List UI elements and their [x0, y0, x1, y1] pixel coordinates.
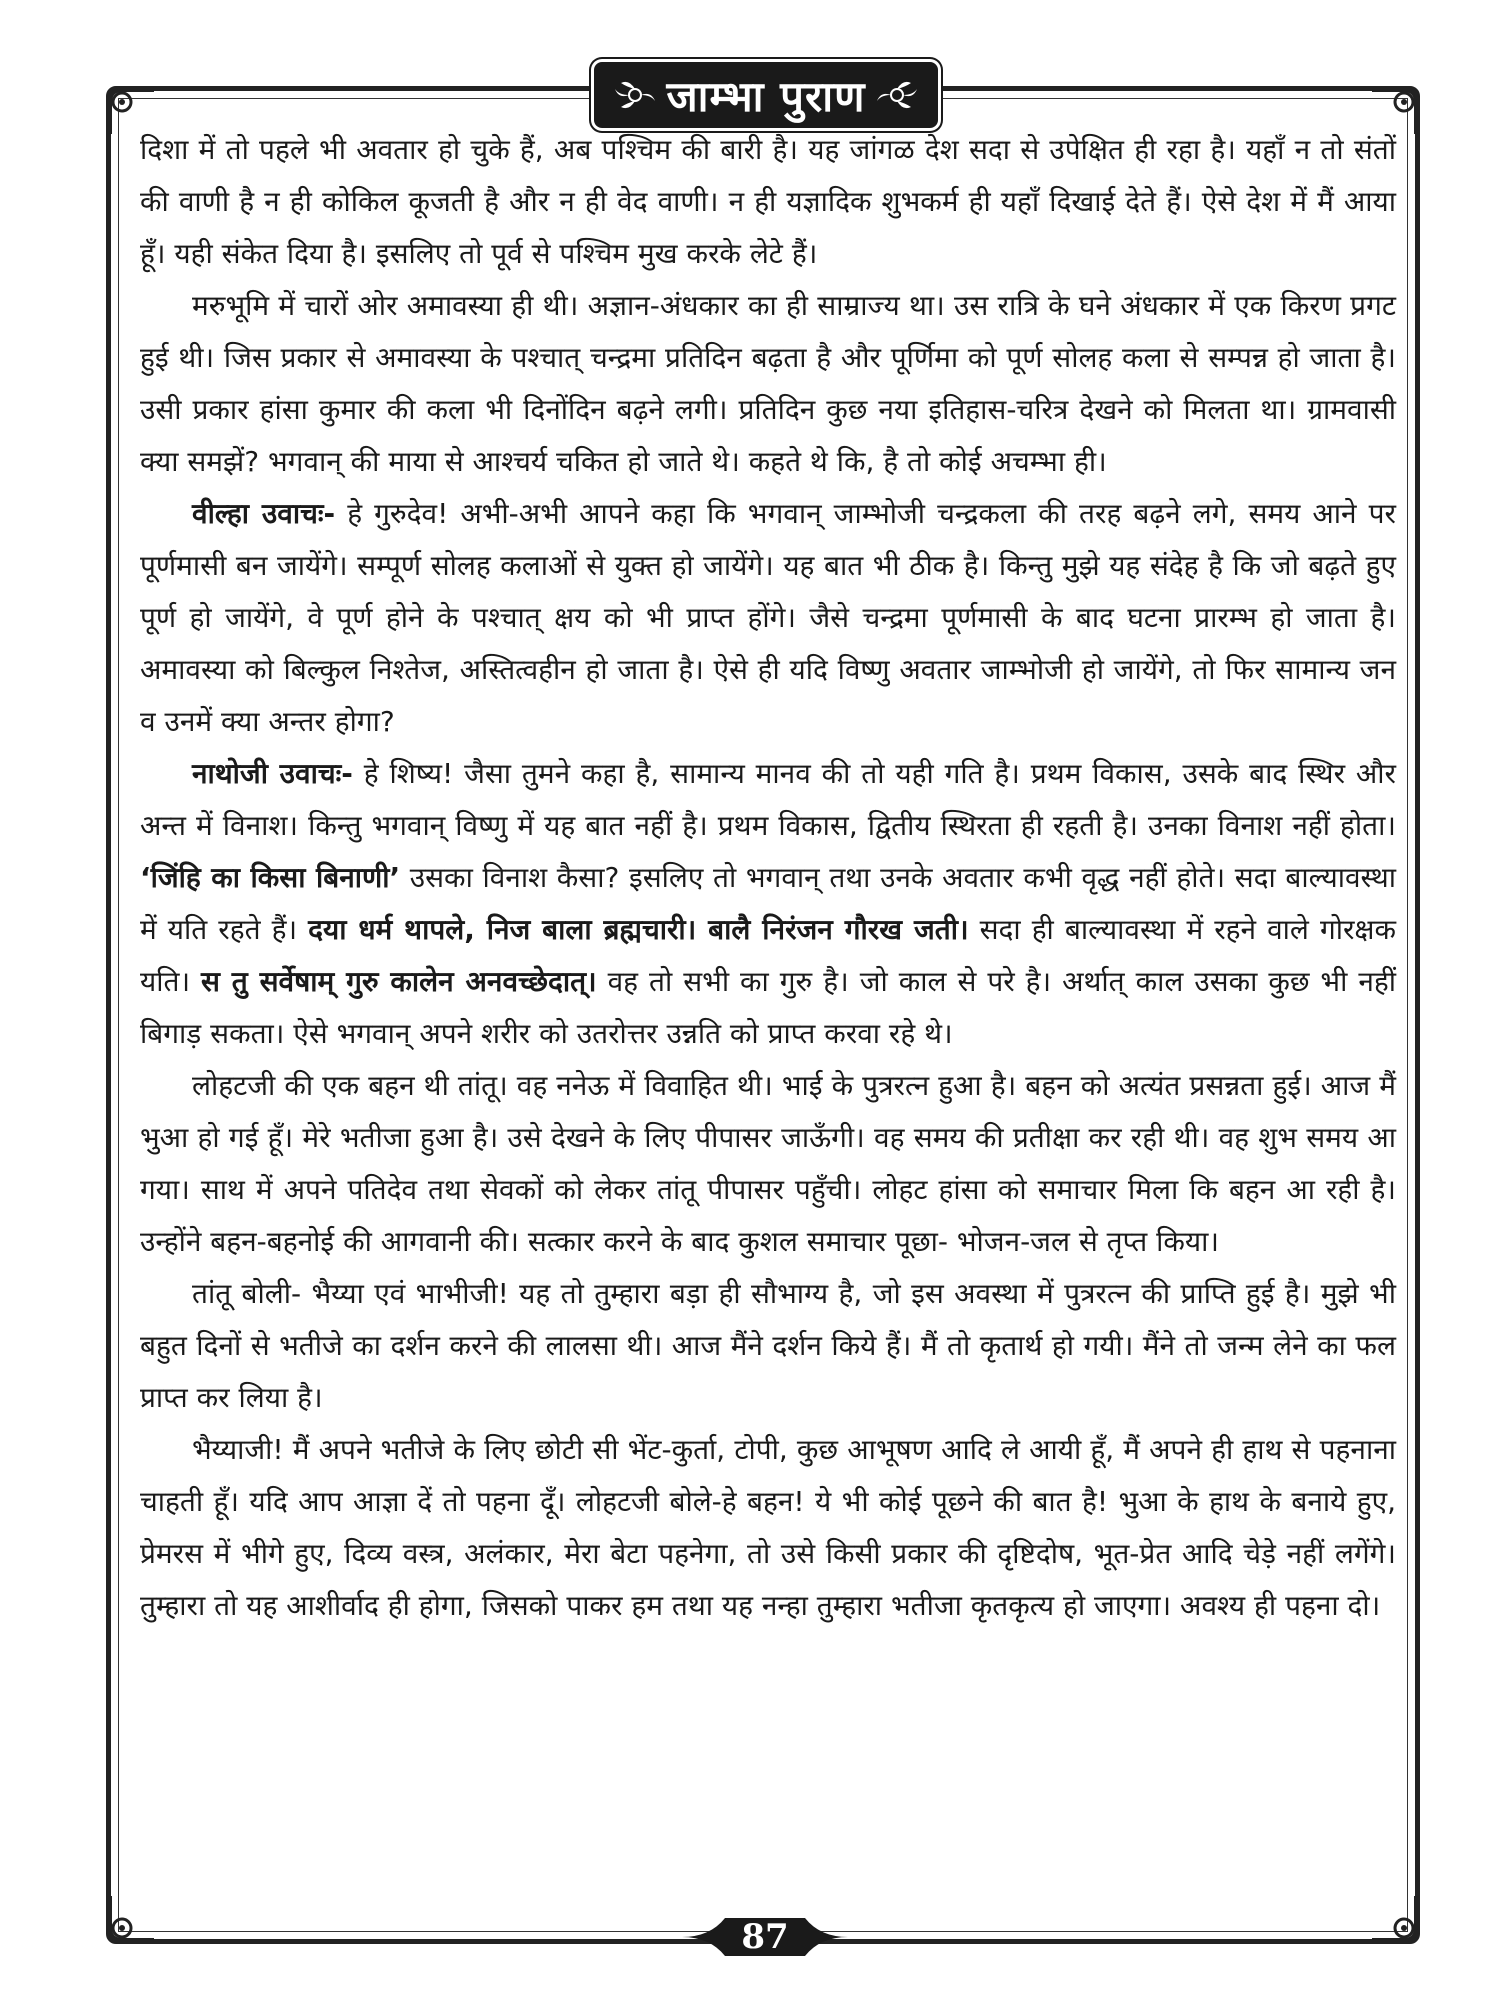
verse-text: स तु सर्वेषाम् गुरु कालेन अनवच्छेदात्। [201, 965, 597, 998]
paragraph: मरुभूमि में चारों ओर अमावस्या ही थी। अज्ञान-अंधकार का ही साम्राज्य था। उस रात्रि के घने अंधकार में एक किरण प्रगट हुई थी। जिस प्रकार से अमावस्या के पश्चात् चन्द्रमा प्रतिदिन बढ़ता है और पूर्णिमा को पूर्ण सोलह कला से सम्पन्न हो जाता है। उसी प्रकार हांसा कुमार की कला भी दिनोंदिन बढ़ने लगी। प्रतिदिन कुछ नया इतिहास-चरित्र देखने को मिलता था। ग्रामवासी क्या समझें? भगवान् की माया से आश्चर्य चकित हो जाते थे। कहते थे कि, है तो कोई अचम्भा ही। [140, 289, 1396, 478]
speaker-label: नाथोजी उवाचः- [192, 757, 353, 790]
corner-ornament-icon [100, 1886, 164, 1950]
header-banner [594, 62, 938, 128]
floral-ornament-icon [875, 75, 919, 115]
page-content [140, 124, 1396, 1632]
page-number: 87 [741, 1917, 789, 1957]
paragraph-text: हे शिष्य! जैसा तुमने कहा है, सामान्य मानव की तो यही गति है। प्रथम विकास, उसके बाद स्थिर और अन्त में विनाश। किन्तु भगवान् विष्णु में यह बात नहीं है। प्रथम विकास, द्वितीय स्थिरता ही रहती है। उनका विनाश नहीं होता। [140, 757, 1396, 842]
paragraph [140, 748, 1396, 1060]
paragraph: दिशा में तो पहले भी अवतार हो चुके हैं, अब पश्चिम की बारी है। यह जांगळ देश सदा से उपेक्षित ही रहा है। यहाँ न तो संतों की वाणी है न ही कोकिल कूजती है और न ही वेद वाणी। न ही यज्ञादिक शुभकर्म ही यहाँ दिखाई देते हैं। ऐसे देश में मैं आया हूँ। यही संकेत दिया है। इसलिए तो पूर्व से पश्चिम मुख करके लेटे हैं। [140, 133, 1396, 270]
paragraph: तांतू बोली- भैय्या एवं भाभीजी! यह तो तुम्हारा बड़ा ही सौभाग्य है, जो इस अवस्था में पुत्ररत्न की प्राप्ति हुई है। मुझे भी बहुत दिनों से भतीजे का दर्शन करने की लालसा थी। आज मैंने दर्शन किये हैं। मैं तो कृतार्थ हो गयी। मैंने तो जन्म लेने का फल प्राप्त कर लिया है। [140, 1277, 1396, 1414]
paragraph-text: हे गुरुदेव! अभी-अभी आपने कहा कि भगवान् जाम्भोजी चन्द्रकला की तरह बढ़ने लगे, समय आने पर पूर्णमासी बन जायेंगे। सम्पूर्ण सोलह कलाओं से युक्त हो जायेंगे। यह बात भी ठीक है। किन्तु मुझे यह संदेह है कि जो बढ़ते हुए पूर्ण हो जायेंगे, वे पूर्ण होने के पश्चात् क्षय को भी प्राप्त होंगे। जैसे चन्द्रमा पूर्णमासी के बाद घटना प्रारम्भ हो जाता है। अमावस्या को बिल्कुल निश्तेज, अस्तित्वहीन हो जाता है। ऐसे ही यदि विष्णु अवतार जाम्भोजी हो जायेंगे, तो फिर सामान्य जन व उनमें क्या अन्तर होगा? [140, 497, 1396, 738]
floral-ornament-icon [613, 75, 657, 115]
paragraph-text: उसका विनाश कैसा? इसलिए तो भगवान् तथा उनके अवतार कभी वृद्ध नहीं होते। सदा बाल्यावस्था में यति रहते हैं। [140, 861, 1396, 946]
paragraph-text: वह तो सभी का गुरु है। जो काल से परे है। अर्थात् काल उसका कुछ भी नहीं बिगाड़ सकता। ऐसे भगवान् अपने शरीर को उतरोत्तर उन्नति को प्राप्त करवा रहे थे। [140, 965, 1397, 1050]
book-title: जाम्भा पुराण [666, 71, 866, 121]
paragraph: लोहटजी की एक बहन थी तांतू। वह ननेऊ में विवाहित थी। भाई के पुत्ररत्न हुआ है। बहन को अत्यंत प्रसन्नता हुई। आज मैं भुआ हो गई हूँ। मेरे भतीजा हुआ है। उसे देखने के लिए पीपासर जाऊँगी। वह समय की प्रतीक्षा कर रही थी। वह शुभ समय आ गया। साथ में अपने पतिदेव तथा सेवकों को लेकर तांतू पीपासर पहुँची। लोहट हांसा को समाचार मिला कि बहन आ रही है। उन्होंने बहन-बहनोई की आगवानी की। सत्कार करने के बाद कुशल समाचार पूछा- भोजन-जल से तृप्त किया। [140, 1069, 1396, 1258]
paragraph: भैय्याजी! मैं अपने भतीजे के लिए छोटी सी भेंट-कुर्ता, टोपी, कुछ आभूषण आदि ले आयी हूँ, मैं अपने ही हाथ से पहनाना चाहती हूँ। यदि आप आज्ञा दें तो पहना दूँ। लोहटजी बोले-हे बहन! ये भी कोई पूछने की बात है! भुआ के हाथ के बनाये हुए, प्रेमरस में भीगे हुए, दिव्य वस्त्र, अलंकार, मेरा बेटा पहनेगा, तो उसे किसी प्रकार की दृष्टिदोष, भूत-प्रेत आदि चेड़े नहीं लगेंगे। तुम्हारा तो यह आशीर्वाद ही होगा, जिसको पाकर हम तथा यह नन्हा तुम्हारा भतीजा कृतकृत्य हो जाएगा। अवश्य ही पहना दो। [140, 1433, 1396, 1622]
paragraph-text: सदा ही बाल्यावस्था में रहने वाले गोरक्षक यति। [140, 913, 1396, 998]
corner-ornament-icon [1362, 1886, 1426, 1950]
paragraph [140, 488, 1396, 748]
verse-text: दया धर्म थापले, निज बाला ब्रह्मचारी। बालै निरंजन गौरख जती। [308, 913, 969, 946]
quote-text: ‘जिंहि का किसा बिनाणी’ [140, 861, 401, 894]
speaker-label: वील्हा उवाचः- [192, 497, 336, 530]
page-number-badge [680, 1910, 850, 1964]
